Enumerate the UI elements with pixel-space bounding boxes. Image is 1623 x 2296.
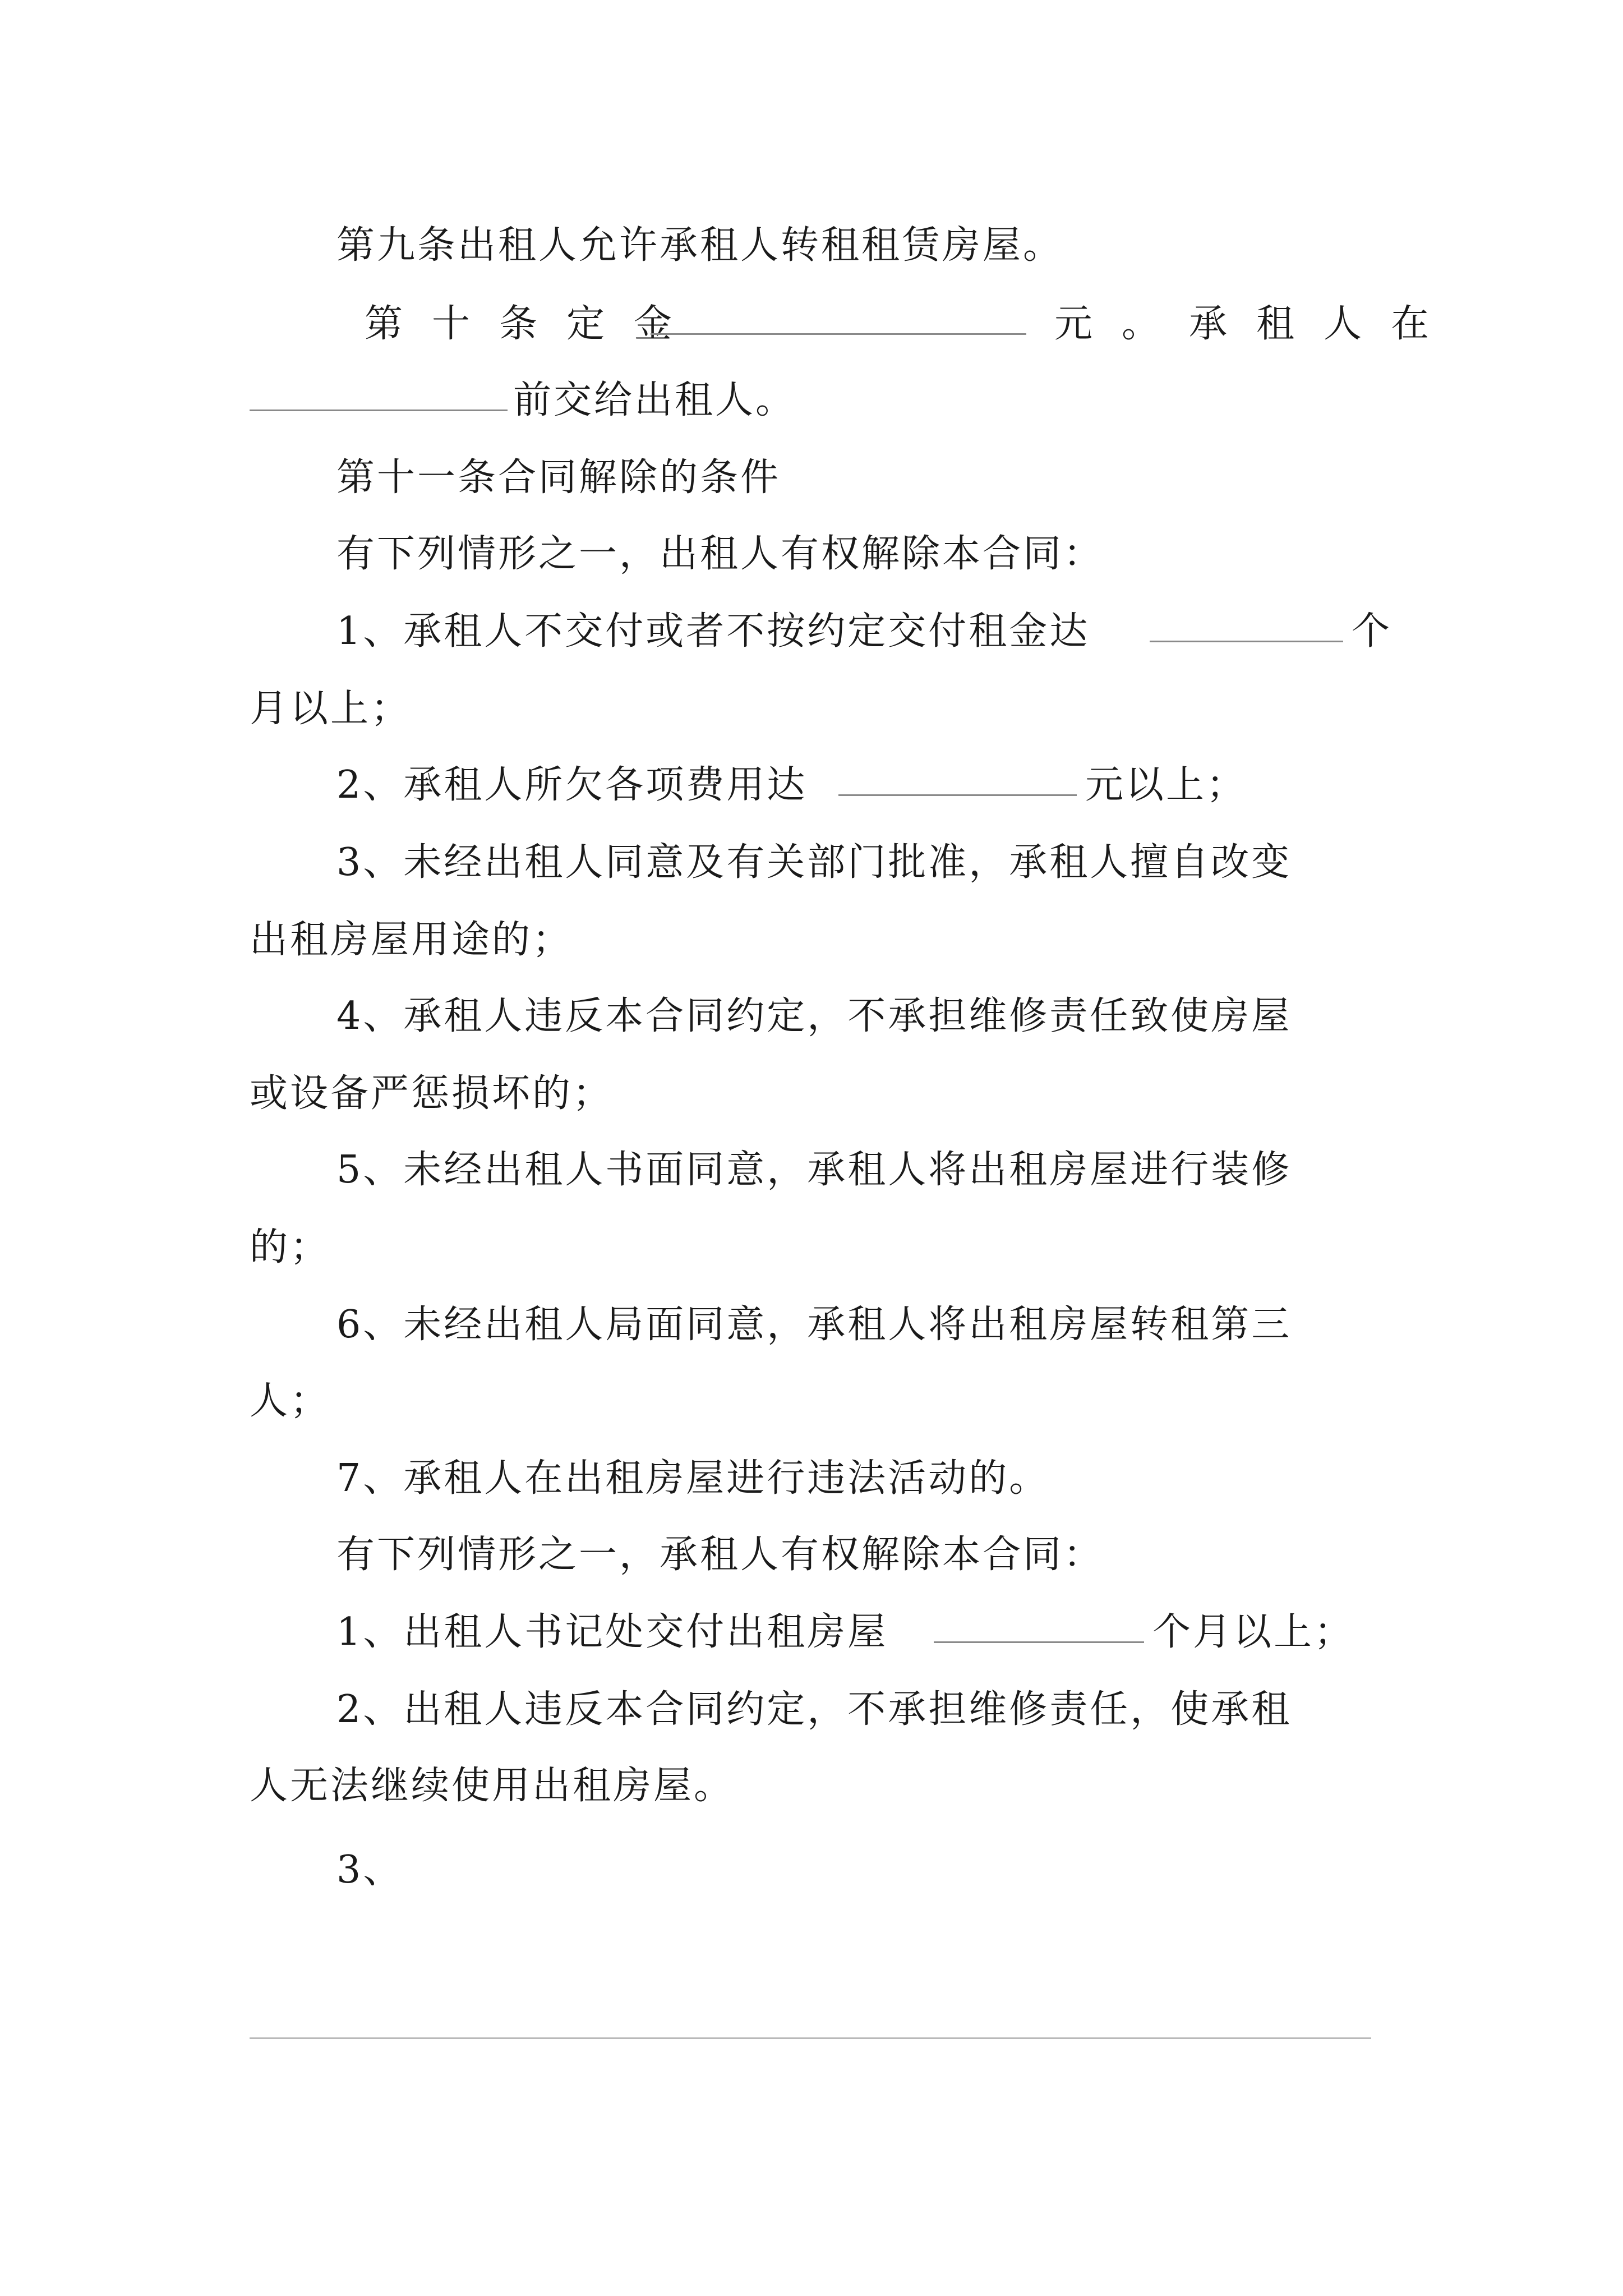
lessor-item-3-cont-text: 出租房屋用途的； (250, 918, 573, 962)
lessor-item-5-cont-text: 的； (250, 1225, 331, 1269)
article-9-text: 第九条出租人允许承租人转租租赁房屋。 (336, 223, 1064, 268)
lessee-item-2-text: 2、出租人违反本合同约定，不承担维修责任，使承租 (336, 1687, 1292, 1732)
article-11-title: 第十一条合同解除的条件 (336, 455, 781, 500)
lessor-intro-text: 有下列情形之一，出租人有权解除本合同： (336, 532, 1104, 576)
lessor-item-1-cont (0, 670, 1623, 748)
lessee-item-3-text: 3、 (336, 1848, 404, 1892)
lessor-item-2-tail: 元以上； (1085, 763, 1247, 807)
lessor-item-3 (0, 823, 1623, 902)
fees-amount-blank[interactable] (838, 746, 1077, 796)
article-10-line-2 (0, 361, 1623, 440)
footer-divider (250, 2037, 1371, 2039)
lessee-item-3 (0, 1831, 1623, 1910)
lessor-item-2-text: 2、承租人所欠各项费用达 (336, 763, 808, 807)
lessor-item-5 (0, 1131, 1623, 1209)
deposit-amount-blank[interactable] (651, 285, 1026, 335)
lessee-intro-text: 有下列情形之一，承租人有权解除本合同： (336, 1533, 1104, 1577)
lessor-item-6-cont-text: 人； (250, 1379, 331, 1423)
lessor-item-2 (0, 746, 1623, 825)
lessor-item-3-text: 3、未经出租人同意及有关部门批准，承租人擅自改变 (336, 840, 1292, 885)
lessor-item-5-cont (0, 1208, 1623, 1287)
lessor-item-4-text: 4、承租人违反本合同约定，不承担维修责任致使房屋 (336, 994, 1292, 1038)
lessor-item-3-cont (0, 901, 1623, 979)
lessee-item-1-text: 1、出租人书记处交付出租房屋 (336, 1610, 888, 1654)
lessor-item-6 (0, 1286, 1623, 1364)
lessor-item-7-text: 7、承租人在出租房屋进行违法活动的。 (336, 1456, 1050, 1501)
deposit-date-blank[interactable] (250, 361, 508, 411)
article-10-tail: 元。承租人在 (1054, 302, 1459, 346)
lessor-item-1-tail: 个 (1352, 609, 1393, 654)
article-11-heading (0, 439, 1623, 517)
lessor-item-5-text: 5、未经出租人书面同意，承租人将出租房屋进行装修 (336, 1148, 1292, 1192)
lessor-item-1-cont-text: 月以上； (250, 687, 412, 731)
lessee-item-2-cont-text: 人无法继续使用出租房屋。 (250, 1764, 735, 1808)
lessee-item-1-tail: 个月以上； (1152, 1610, 1355, 1654)
delivery-months-blank[interactable] (934, 1593, 1144, 1643)
article-10-label: 第十条定金 (365, 302, 702, 346)
lessor-item-6-text: 6、未经出租人局面同意，承租人将出租房屋转租第三 (336, 1303, 1292, 1347)
lessor-item-6-cont (0, 1362, 1623, 1441)
lessor-item-4 (0, 977, 1623, 1056)
article-10-cont: 前交给出租人。 (513, 378, 796, 422)
lessor-termination-intro (0, 515, 1623, 593)
article-10-line-1 (0, 285, 1623, 364)
lessee-item-2 (0, 1671, 1623, 1749)
rent-months-blank[interactable] (1150, 592, 1343, 642)
article-9 (0, 206, 1623, 285)
lessor-item-4-cont-text: 或设备严惩损坏的； (250, 1071, 614, 1116)
lessee-item-1 (0, 1593, 1623, 1672)
lessor-item-7 (0, 1439, 1623, 1518)
lessee-item-2-cont (0, 1747, 1623, 1825)
lessor-item-1-text: 1、承租人不交付或者不按约定交付租金达 (336, 609, 1090, 654)
lessor-item-4-cont (0, 1055, 1623, 1133)
lessor-item-1 (0, 592, 1623, 671)
lessee-termination-intro (0, 1516, 1623, 1594)
